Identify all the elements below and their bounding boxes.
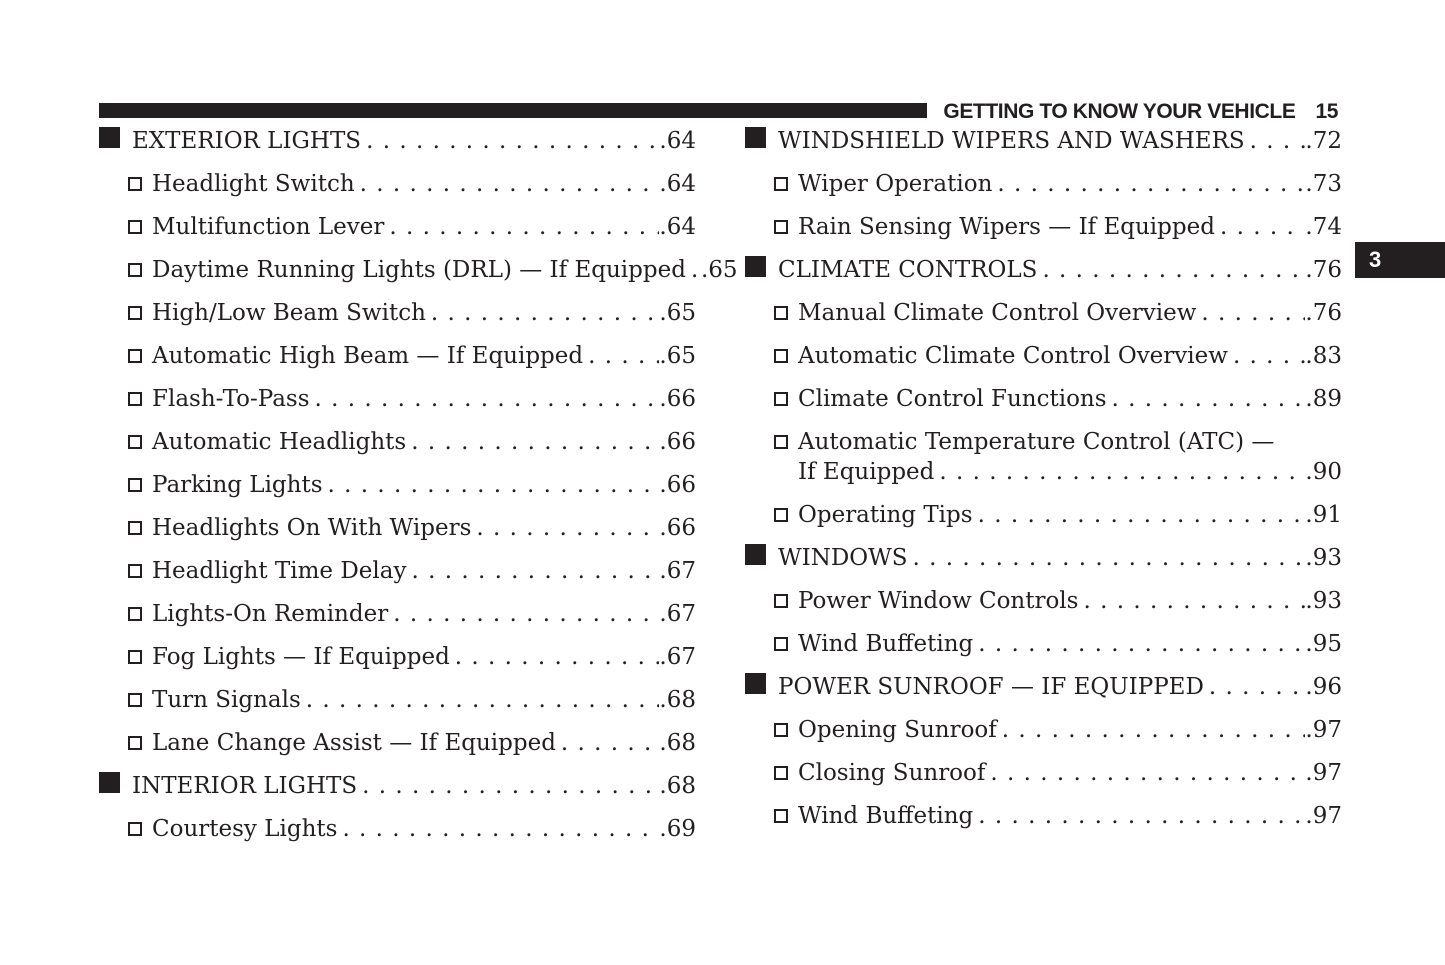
toc-entry-line [745,629,1342,659]
toc-entry-label: Closing Sunroof [798,760,986,786]
toc-entry-label: POWER SUNROOF — IF EQUIPPED [778,674,1204,700]
dot-leader [301,685,660,715]
toc-entry-line [99,513,696,543]
dot-leader [973,500,1306,530]
dot-leader [556,728,659,758]
toc-entry [99,556,696,586]
toc-entry-line [99,384,696,414]
toc-entry-page: . 90 [1305,457,1342,487]
toc-entry-label: WINDSHIELD WIPERS AND WASHERS [778,128,1245,154]
dot-leader [1107,384,1306,414]
toc-entry-page: . 73 [1305,169,1342,199]
toc-entry [99,341,696,371]
subsection-bullet-icon [774,508,788,522]
toc-entry-label: Automatic Temperature Control (ATC) — [798,429,1275,455]
toc-entry-line [745,341,1342,371]
toc-entry-line [745,255,1342,285]
toc-entry-line [745,384,1342,414]
toc-entry-line [99,728,696,758]
toc-entry-label: Operating Tips [798,502,973,528]
toc-entry [99,513,696,543]
subsection-bullet-icon [128,736,142,750]
toc-entry-page: . 91 [1305,500,1342,530]
toc-entry-label: Lane Change Assist — If Equipped [152,730,556,756]
toc-entry-page: . 68 [659,728,696,758]
chapter-tab-label: 3 [1369,247,1382,272]
toc-entry-line [99,685,696,715]
toc-entry-line [745,427,1342,457]
dot-leader [323,470,660,500]
toc-entry-line [99,771,696,801]
dot-leader [997,715,1306,745]
toc-entry [745,715,1342,745]
toc-entry-label: CLIMATE CONTROLS [778,257,1038,283]
toc-entry [745,126,1342,156]
running-head [943,97,1338,124]
dot-leader [337,814,659,844]
toc-entry-line [745,672,1342,702]
subsection-bullet-icon [128,349,142,363]
dot-leader [908,543,1306,573]
toc-entry-line [99,470,696,500]
section-bullet-icon [745,673,766,694]
toc-entry-page: . 97 [1305,715,1342,745]
toc-entry-page: . 96 [1305,672,1342,702]
toc-entry-line [99,298,696,328]
toc-entry [99,255,738,285]
dot-leader [934,457,1305,487]
toc-entry-line [99,126,696,156]
dot-leader [1215,212,1305,242]
subsection-bullet-icon [774,594,788,608]
toc-entry [99,384,696,414]
dot-leader [384,212,659,242]
toc-entry-line [745,758,1342,788]
dot-leader [310,384,660,414]
toc-entry-line [745,126,1342,156]
subsection-bullet-icon [128,435,142,449]
toc-entry-line [745,212,1342,242]
toc-entry-label: EXTERIOR LIGHTS [132,128,362,154]
toc-entry-page: . 72 [1305,126,1342,156]
toc-entry-label: High/Low Beam Switch [152,300,426,326]
subsection-bullet-icon [774,177,788,191]
dot-leader [985,758,1305,788]
toc-entry-page: . 93 [1305,543,1342,573]
chapter-tab [1355,242,1445,278]
toc-entry-page: . 64 [659,126,696,156]
toc-entry [745,384,1342,414]
section-bullet-icon [99,127,120,148]
dot-leader [686,255,701,285]
toc-entry-page: . 65 [701,255,738,285]
toc-entry-page: . 74 [1305,212,1342,242]
toc-entry-label: Automatic Climate Control Overview [798,343,1228,369]
toc-column-right [745,126,1342,844]
toc-entry-page: . 65 [659,298,696,328]
toc-entry-line [745,715,1342,745]
toc-entry-label: Daytime Running Lights (DRL) — If Equipped [152,257,686,283]
toc-entry [745,672,1342,702]
subsection-bullet-icon [128,478,142,492]
toc-entry [99,427,696,457]
toc-entry-line [99,642,696,672]
toc-entry-page: . 64 [659,212,696,242]
chapter-title: GETTING TO KNOW YOUR VEHICLE [943,100,1296,123]
toc-entry-line-continuation [798,457,1342,487]
toc-entry-label: Headlight Switch [152,171,355,197]
subsection-bullet-icon [128,564,142,578]
toc-entry-label: Rain Sensing Wipers — If Equipped [798,214,1215,240]
section-bullet-icon [99,772,120,793]
toc-entry-label: Lights-On Reminder [152,601,389,627]
toc-entry [745,341,1342,371]
toc-entry-page: . 68 [659,685,696,715]
dot-leader [355,169,660,199]
toc-entry-line [99,814,696,844]
toc-entry-label: Automatic High Beam — If Equipped [152,343,584,369]
toc-entry [745,629,1342,659]
dot-leader [406,427,659,457]
toc-entry-label: Parking Lights [152,472,323,498]
toc-entry-page: . 95 [1305,629,1342,659]
toc-entry-line [99,169,696,199]
dot-leader [973,629,1305,659]
toc-entry-page: . 69 [659,814,696,844]
dot-leader [406,556,659,586]
toc-entry-label: WINDOWS [778,545,908,571]
toc-entry [99,212,696,242]
toc-entry [745,586,1342,616]
section-bullet-icon [745,544,766,565]
subsection-bullet-icon [774,637,788,651]
toc-entry-line [745,543,1342,573]
page-number: 15 [1315,100,1338,123]
toc-entry-page: . 76 [1305,298,1342,328]
toc-entry-line [99,255,738,285]
section-bullet-icon [745,127,766,148]
toc-entry-line [745,586,1342,616]
toc-entry-line [745,169,1342,199]
toc-entry-label: Wind Buffeting [798,631,974,657]
toc-entry [99,126,696,156]
subsection-bullet-icon [128,392,142,406]
subsection-bullet-icon [774,220,788,234]
toc-entry-line [99,341,696,371]
subsection-bullet-icon [128,220,142,234]
toc-entry-page: . 66 [659,427,696,457]
subsection-bullet-icon [128,306,142,320]
dot-leader [992,169,1305,199]
toc-entry [99,642,696,672]
subsection-bullet-icon [128,607,142,621]
toc-entry [745,801,1342,831]
subsection-bullet-icon [128,822,142,836]
toc-entry [745,500,1342,530]
subsection-bullet-icon [128,263,142,277]
toc-entry [99,685,696,715]
toc-entry [99,298,696,328]
toc-entry-label: Manual Climate Control Overview [798,300,1197,326]
section-bullet-icon [745,256,766,277]
toc-entry-label: Power Window Controls [798,588,1079,614]
toc-entry-line [99,599,696,629]
toc-entry-label: Wiper Operation [798,171,993,197]
toc-entry-label: INTERIOR LIGHTS [132,773,358,799]
dot-leader [1204,672,1305,702]
page-header [99,97,1338,124]
toc-entry-page: . 97 [1305,801,1342,831]
header-rule-bar [99,103,927,118]
subsection-bullet-icon [128,650,142,664]
toc-entry-line [745,801,1342,831]
toc-entry-page: . 67 [659,642,696,672]
subsection-bullet-icon [774,435,788,449]
subsection-bullet-icon [128,521,142,535]
dot-leader [471,513,659,543]
toc-entry-line [745,298,1342,328]
toc-entry-label: Opening Sunroof [798,717,997,743]
toc-entry-label: Multifunction Lever [152,214,385,240]
dot-leader [361,126,659,156]
toc-entry [99,169,696,199]
toc-entry-label: Courtesy Lights [152,816,338,842]
toc-entry-page: . 67 [659,556,696,586]
dot-leader [1245,126,1306,156]
toc-entry [745,212,1342,242]
subsection-bullet-icon [774,766,788,780]
toc-entry [99,599,696,629]
toc-entry-line [99,427,696,457]
subsection-bullet-icon [774,306,788,320]
toc-entry-page: . 83 [1305,341,1342,371]
dot-leader [583,341,659,371]
toc-entry-line [99,556,696,586]
dot-leader [1228,341,1305,371]
toc-entry-page: . 68 [659,771,696,801]
toc-entry [745,255,1342,285]
toc-entry-page: . 66 [659,513,696,543]
toc-entry-page: . 66 [659,470,696,500]
toc-entry-page: . 67 [659,599,696,629]
toc-entry-page: . 93 [1305,586,1342,616]
subsection-bullet-icon [774,809,788,823]
toc-entry [745,543,1342,573]
toc-entry-label: Flash-To-Pass [152,386,310,412]
toc-entry-label: Headlights On With Wipers [152,515,472,541]
toc-entry-page: . 66 [659,384,696,414]
toc-entry-label: Turn Signals [152,687,301,713]
toc-entry-page: . 97 [1305,758,1342,788]
toc-entry [745,427,1342,487]
toc-entry-label: Automatic Headlights [152,429,407,455]
toc-entry-label: Climate Control Functions [798,386,1107,412]
toc-entry-label: Fog Lights — If Equipped [152,644,450,670]
toc-entry-label-continuation: If Equipped [798,459,935,485]
subsection-bullet-icon [774,723,788,737]
toc-entry [99,470,696,500]
toc-entry-page: . 65 [659,341,696,371]
dot-leader [426,298,660,328]
dot-leader [450,642,660,672]
dot-leader [973,801,1305,831]
dot-leader [388,599,659,629]
toc-entry-label: Wind Buffeting [798,803,974,829]
toc-entry [99,814,696,844]
subsection-bullet-icon [128,177,142,191]
dot-leader [357,771,659,801]
toc-entry [745,298,1342,328]
toc-entry-line [99,212,696,242]
toc-entry-page: . 64 [659,169,696,199]
dot-leader [1196,298,1305,328]
subsection-bullet-icon [774,349,788,363]
dot-leader [1078,586,1305,616]
toc-entry [99,771,696,801]
toc-entry [745,758,1342,788]
toc-entry [745,169,1342,199]
dot-leader [1037,255,1305,285]
toc-entry-label: Headlight Time Delay [152,558,407,584]
toc-column-left [99,126,738,857]
toc-entry [99,728,696,758]
toc-entry-page: . 89 [1305,384,1342,414]
subsection-bullet-icon [128,693,142,707]
subsection-bullet-icon [774,392,788,406]
toc-entry-page: . 76 [1305,255,1342,285]
toc-entry-line [745,500,1342,530]
